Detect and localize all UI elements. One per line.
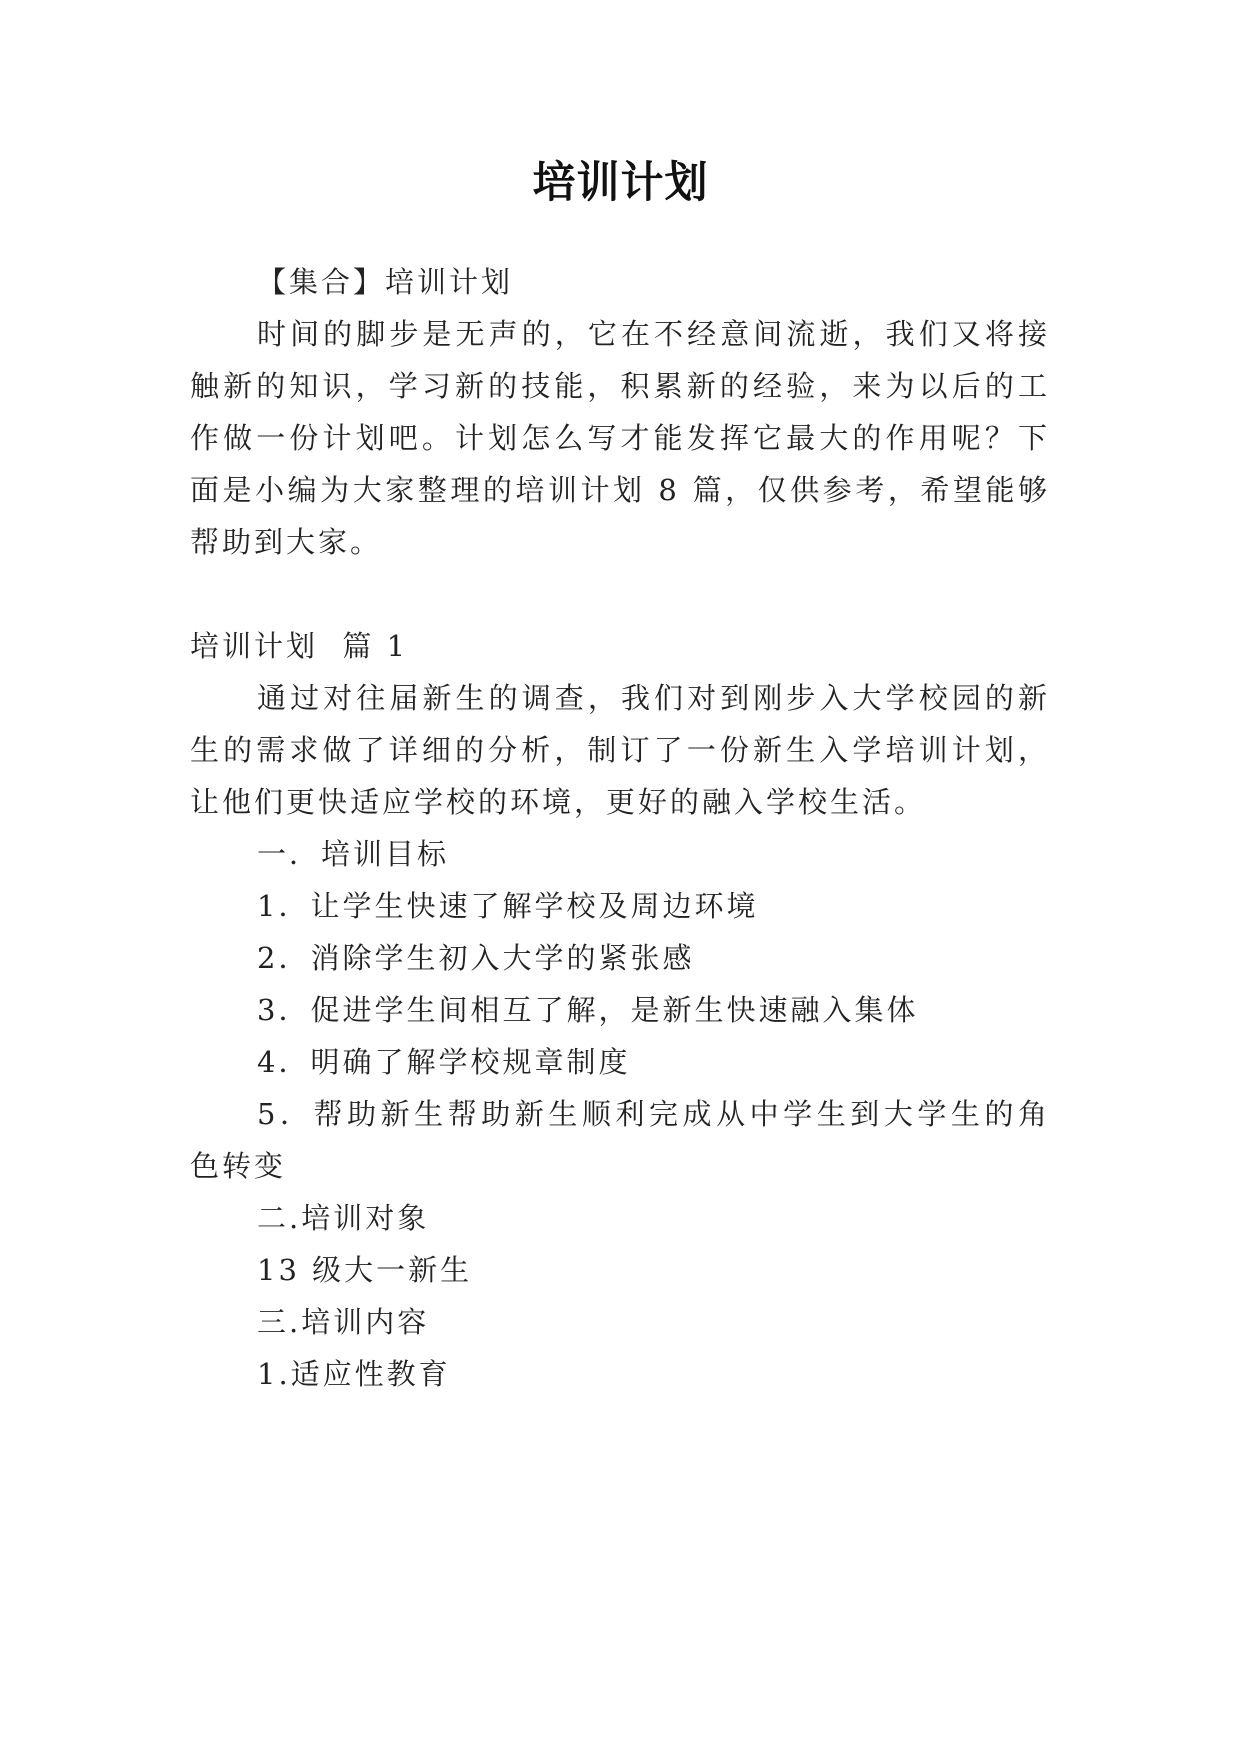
goal-item-2: 2．消除学生初入大学的紧张感 <box>257 941 695 975</box>
target-heading: 二.培训对象 <box>257 1201 430 1235</box>
target-text: 13 级大一新生 <box>257 1253 473 1287</box>
goal-item-1: 1．让学生快速了解学校及周边环境 <box>257 889 759 923</box>
goal-item-4: 4．明确了解学校规章制度 <box>257 1045 631 1079</box>
content-item-1: 1.适应性教育 <box>257 1357 451 1391</box>
intro-line-2: 触新的知识，学习新的技能，积累新的经验，来为以后的工 <box>190 369 1050 403</box>
goal-item-3: 3．促进学生间相互了解，是新生快速融入集体 <box>257 993 919 1027</box>
intro-line-1: 时间的脚步是无声的，它在不经意间流逝，我们又将接 <box>257 317 1050 351</box>
document-title: 培训计划 <box>532 158 709 208</box>
subtitle: 【集合】培训计划 <box>257 265 514 299</box>
section-para-line-2: 生的需求做了详细的分析，制订了一份新生入学培训计划， <box>190 733 1050 767</box>
intro-line-4: 面是小编为大家整理的培训计划 8 篇，仅供参考，希望能够 <box>190 473 1050 507</box>
section-para-line-1: 通过对往届新生的调查，我们对到刚步入大学校园的新 <box>257 681 1050 715</box>
intro-line-5: 帮助到大家。 <box>190 525 383 559</box>
goal-item-5-continuation: 色转变 <box>190 1149 287 1183</box>
section-heading: 培训计划 篇 1 <box>190 629 409 663</box>
content-heading: 三.培训内容 <box>257 1305 430 1339</box>
goals-heading: 一．培训目标 <box>257 837 450 871</box>
goal-item-5: 5．帮助新生帮助新生顺利完成从中学生到大学生的角 <box>257 1097 1050 1131</box>
section-para-line-3: 让他们更快适应学校的环境，更好的融入学校生活。 <box>190 785 927 819</box>
intro-line-3: 作做一份计划吧。计划怎么写才能发挥它最大的作用呢？下 <box>190 421 1050 455</box>
